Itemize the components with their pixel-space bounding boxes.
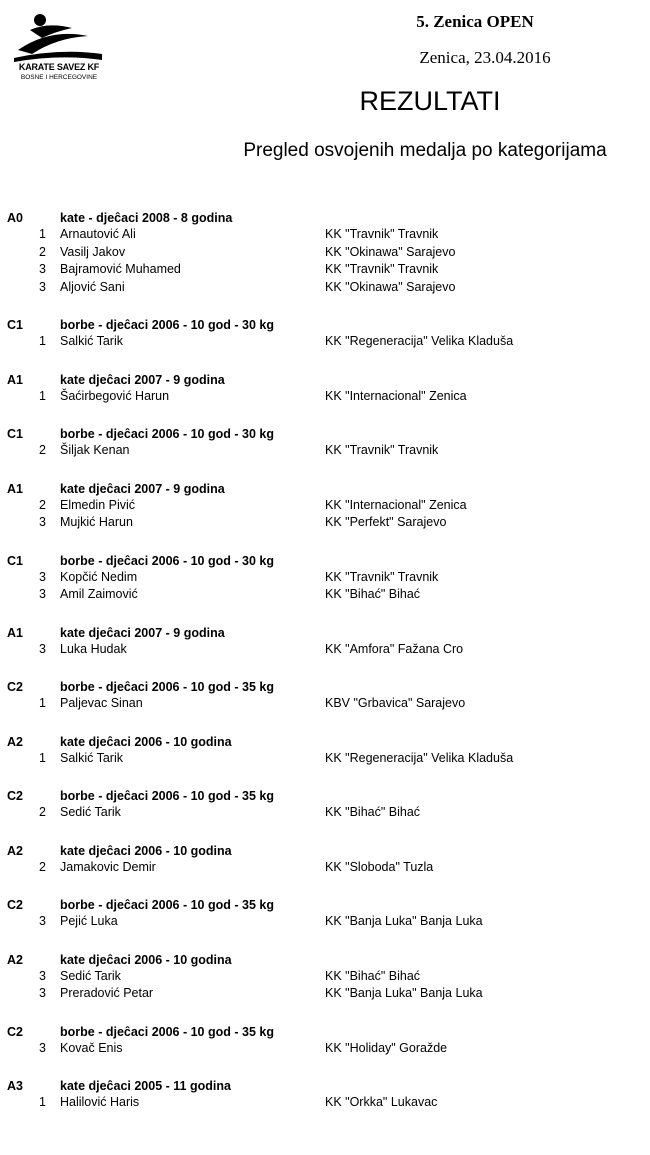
competitor-name: Šaćirbegović Harun [60,388,170,403]
place: 3 [39,515,46,529]
club-name: KK "Okinawa" Sarajevo [325,244,456,259]
club-name: KK "Perfekt" Sarajevo [325,515,447,529]
category-title: kate djeĉaci 2007 - 9 godina [60,625,225,640]
club-name: KK "Travnik" Travnik [325,262,439,276]
competitor-name: Elmedin Pivić [60,497,136,512]
category-header [0,898,650,914]
category-code: A2 [7,952,23,967]
place: 1 [39,750,46,765]
club-name: KK "Orkka" Lukavac [325,1095,438,1109]
club-name: KK "Bihać" Bihać [325,968,421,983]
category-code: C2 [7,789,23,803]
category-group [0,844,650,878]
club-name: KK "Travnik" Travnik [325,443,439,457]
club-name: KK "Amfora" Fažana Cro [325,641,464,656]
category-title: kate - djeĉaci 2008 - 8 godina [60,211,233,225]
category-title: borbe - djeĉaci 2006 - 10 god - 35 kg [60,1024,274,1039]
competitor-name: Paljevac Sinan [60,696,143,710]
result-row [0,443,650,461]
logo-line-1: KARATE SAVEZ KF [18,62,100,72]
category-title: borbe - djeĉaci 2006 - 10 god - 30 kg [60,318,274,332]
category-code: A2 [7,843,23,858]
club-name: KK "Banja Luka" Banja Luka [325,986,483,1000]
category-title: kate djeĉaci 2006 - 10 godina [60,843,232,858]
result-row [0,969,650,987]
result-row [0,696,650,714]
result-row [0,389,650,407]
category-code: A1 [7,625,23,640]
club-name: KK "Holiday" Goražde [325,1040,448,1055]
competitor-name: Arnautović Ali [60,227,136,241]
category-header [0,626,650,642]
category-group [0,626,650,660]
result-row [0,751,650,769]
result-row [0,642,650,660]
category-group [0,373,650,407]
club-name: KK "Regeneracija" Velika Kladuša [325,334,514,348]
place: 3 [39,262,46,276]
club-name: KK "Internacional" Zenica [325,497,467,512]
competitor-name: Salkić Tarik [60,750,123,765]
category-code: C1 [7,318,23,332]
result-row [0,986,650,1004]
club-name: KK "Banja Luka" Banja Luka [325,914,483,928]
competitor-name: Aljović Sani [60,279,125,294]
category-title: kate djeĉaci 2006 - 10 godina [60,734,232,749]
category-header [0,373,650,389]
category-group [0,953,650,1004]
club-name: KK "Travnik" Travnik [325,569,439,584]
result-row [0,280,650,298]
place: 3 [39,1040,46,1055]
competitor-name: Kopčić Nedim [60,569,138,584]
category-code: A0 [7,211,23,225]
club-name: KK "Travnik" Travnik [325,227,439,241]
category-group [0,554,650,605]
result-row [0,245,650,263]
category-header [0,554,650,570]
club-name: KBV "Grbavica" Sarajevo [325,696,466,710]
category-header [0,318,650,334]
competitor-name: Salkić Tarik [60,334,123,348]
place: 1 [39,696,46,710]
category-title: kate djeĉaci 2007 - 9 godina [60,372,225,387]
result-row [0,1095,650,1113]
category-title: borbe - djeĉaci 2006 - 10 god - 35 kg [60,680,274,694]
category-group [0,898,650,932]
competitor-name: Amil Zaimović [60,587,138,601]
place: 1 [39,388,46,403]
competitor-name: Šiljak Kenan [60,443,130,457]
category-header [0,953,650,969]
category-code: A2 [7,734,23,749]
logo-line-2: BOSNE I HERCEGOVINE [20,74,98,81]
place: 2 [39,805,46,819]
club-name: KK "Bihać" Bihać [325,587,421,601]
category-header [0,482,650,498]
result-row [0,498,650,516]
place: 2 [39,244,46,259]
category-group [0,427,650,461]
result-row [0,227,650,245]
competitor-name: Kovač Enis [60,1040,123,1055]
category-code: C1 [7,553,23,568]
competitor-name: Jamakovic Demir [60,859,156,874]
result-row [0,914,650,932]
category-header [0,844,650,860]
club-name: KK "Internacional" Zenica [325,388,467,403]
place: 3 [39,641,46,656]
result-row [0,860,650,878]
document-subtitle: Pregled osvojenih medalja po kategorijama [243,140,607,161]
category-group [0,318,650,352]
category-header [0,427,650,443]
category-group [0,735,650,769]
result-row [0,515,650,533]
club-name: KK "Okinawa" Sarajevo [325,279,456,294]
category-group [0,680,650,714]
category-title: borbe - djeĉaci 2006 - 10 god - 35 kg [60,898,274,912]
category-code: C1 [7,427,23,441]
category-code: C2 [7,898,23,912]
category-header [0,1025,650,1041]
competitor-name: Mujkić Harun [60,515,133,529]
category-code: C2 [7,1024,23,1039]
competitor-name: Preradović Petar [60,986,154,1000]
result-row [0,262,650,280]
club-name: KK "Bihać" Bihać [325,805,421,819]
category-group [0,1025,650,1059]
result-row [0,570,650,588]
category-title: kate djeĉaci 2006 - 10 godina [60,952,232,967]
category-group [0,211,650,297]
competitor-name: Pejić Luka [60,914,118,928]
competitor-name: Sedić Tarik [60,805,121,819]
result-row [0,587,650,605]
place: 3 [39,569,46,584]
club-name: KK "Regeneracija" Velika Kladuša [325,750,514,765]
competitor-name: Halilović Haris [60,1095,140,1109]
category-title: borbe - djeĉaci 2006 - 10 god - 35 kg [60,789,274,803]
place: 1 [39,334,46,348]
club-name: KK "Sloboda" Tuzla [325,859,434,874]
result-row [0,334,650,352]
competitor-name: Bajramović Muhamed [60,262,181,276]
category-code: A3 [7,1079,23,1093]
competitor-name: Luka Hudak [60,641,127,656]
category-group [0,789,650,823]
category-header [0,735,650,751]
results-list [0,211,650,1134]
category-code: A1 [7,481,23,496]
category-header [0,680,650,696]
place: 3 [39,986,46,1000]
karate-fighter-logo-icon [10,10,108,62]
place: 1 [39,1095,46,1109]
place: 3 [39,587,46,601]
category-title: borbe - djeĉaci 2006 - 10 god - 30 kg [60,553,274,568]
result-row [0,805,650,823]
category-code: C2 [7,680,23,694]
category-header [0,789,650,805]
competitor-name: Vasilj Jakov [60,244,126,259]
category-group [0,482,650,533]
document-title: REZULTATI [359,86,501,116]
result-row [0,1041,650,1059]
category-code: A1 [7,372,23,387]
category-title: kate djeĉaci 2005 - 11 godina [60,1079,231,1093]
category-header [0,1079,650,1095]
category-title: borbe - djeĉaci 2006 - 10 god - 30 kg [60,427,274,441]
competitor-name: Sedić Tarik [60,968,121,983]
event-title: 5. Zenica OPEN [416,12,534,31]
place: 1 [39,227,46,241]
event-date: Zenica, 23.04.2016 [419,48,551,67]
place: 2 [39,443,46,457]
place: 3 [39,968,46,983]
category-group [0,1079,650,1113]
federation-logo [10,10,108,86]
category-title: kate djeĉaci 2007 - 9 godina [60,481,225,496]
category-header [0,211,650,227]
place: 2 [39,859,46,874]
place: 2 [39,497,46,512]
place: 3 [39,279,46,294]
place: 3 [39,914,46,928]
